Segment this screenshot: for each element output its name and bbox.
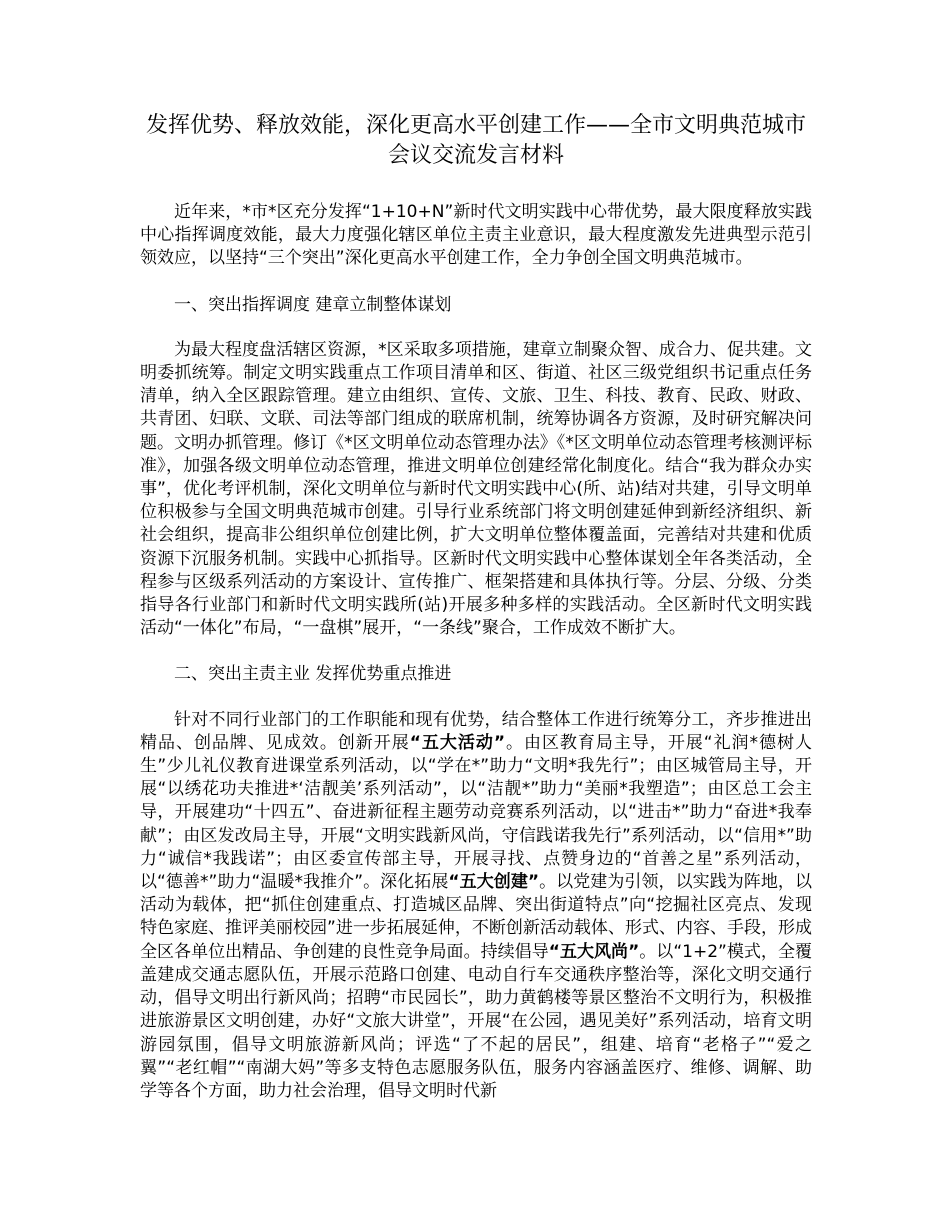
five-creations-highlight: “五大创建” xyxy=(448,872,540,893)
section-2-text-2: 。由区教育局主导，开展“礼润*德树人生”少儿礼仪教育进课堂系列活动，以“学在*”助力“文明*我先行”；由区城管局主导，开展“以绣花功夫推进*‘洁靓美’系列活动”，以“洁靓*”助力“美丽*我塑造”；由区总工会主导，开展建功“十四五”、奋进新征程主题劳动竞赛系列活动，以“进击*”助力“奋进*我奉献”；由区发改局主导，开展“文明实践新风尚，守信践诺我先行”系列活动，以“信用*”助力“诚信*我践诺”；由区委宣传部主导，开展寻找、点赞身边的“首善之星”系列活动，以“德善*”助力“温暖*我推介”。深化拓展 xyxy=(140,732,812,893)
five-activities-highlight: “五大活动” xyxy=(409,732,505,753)
section-2-text-3: 。以党建为引领，以实践为阵地，以活动为载体，把“抓住创建重点、打造城区品牌、突出街道特点”向“挖掘社区亮点、发现特色家庭、推评美丽校园”进一步拓展延伸，不断创新活动载体、形式、内容、手段，形成全区各单位出精品、争创建的良性竞争局面。持续倡导 xyxy=(140,872,812,962)
section-2-text-4: 。以“1+2”模式，全覆盖建成交通志愿队伍，开展示范路口创建、电动自行车交通秩序整治等，深化文明交通行动，倡导文明出行新风尚；招聘“市民园长”，助力黄鹤楼等景区整治不文明行为，积极推进旅游景区文明创建，办好“文旅大讲堂”，开展“在公园，遇见美好”系列活动，培育文明游园氛围，倡导文明旅游新风尚；评选“了不起的居民”，组建、培育“老格子”“爱之翼”“老红帽”“南湖大妈”等多支特色志愿服务队伍，服务内容涵盖医疗、维修、调解、助学等各个方面，助力社会治理，倡导文明时代新 xyxy=(140,941,812,1101)
document-page xyxy=(140,111,812,1103)
intro-paragraph: 近年来，*市*区充分发挥“1+10+N”新时代文明实践中心带优势，最大限度释放实践中心指挥调度效能，最大力度强化辖区单位主责主业意识，最大程度激发先进典型示范引领效应，以坚持“三个突出”深化更高水平创建工作，全力争创全国文明典范城市。 xyxy=(140,202,812,269)
section-2-heading: 二、突出主责主业 发挥优势重点推进 xyxy=(174,664,452,685)
section-1-paragraph: 为最大程度盘活辖区资源，*区采取多项措施，建章立制聚众智、成合力、促共建。文明委抓统筹。制定文明实践重点工作项目清单和区、街道、社区三级党组织书记重点任务清单，纳入全区跟踪管理。建立由组织、宣传、文旅、卫生、科技、教育、民政、财政、共青团、妇联、文联、司法等部门组成的联席机制，统筹协调各方资源，及时研究解决问题。文明办抓管理。修订《*区文明单位动态管理办法》《*区文明单位动态管理考核测评标准》，加强各级文明单位动态管理，推进文明单位创建经常化制度化。结合“我为群众办实事”，优化考评机制，深化文明单位与新时代文明实践中心(所、站)结对共建，引导文明单位积极参与全国文明典范城市创建。引导行业系统部门将文明创建延伸到新经济组织、新社会组织，提高非公组织单位创建比例，扩大文明单位整体覆盖面，完善结对共建和优质资源下沉服务机制。实践中心抓指导。区新时代文明实践中心整体谋划全年各类活动，全程参与区级系列活动的方案设计、宣传推广、框架搭建和具体执行等。分层、分级、分类指导各行业部门和新时代文明实践所(站)开展多种多样的实践活动。全区新时代文明实践活动“一体化”布局，“一盘棋”展开，“一条线”聚合，工作成效不断扩大。 xyxy=(140,339,812,639)
section-1-heading: 一、突出指挥调度 建章立制整体谋划 xyxy=(174,294,452,315)
section-2-text-1: 针对不同行业部门的工作职能和现有优势，结合整体工作进行统筹分工，齐步推进出精品、创品牌、见成效。创新开展 xyxy=(140,709,812,753)
section-2-paragraph xyxy=(140,709,812,1103)
five-customs-highlight: “五大风尚” xyxy=(548,941,640,962)
document-title: 发挥优势、释放效能，深化更高水平创建工作——全市文明典范城市会议交流发言材料 xyxy=(145,113,806,168)
